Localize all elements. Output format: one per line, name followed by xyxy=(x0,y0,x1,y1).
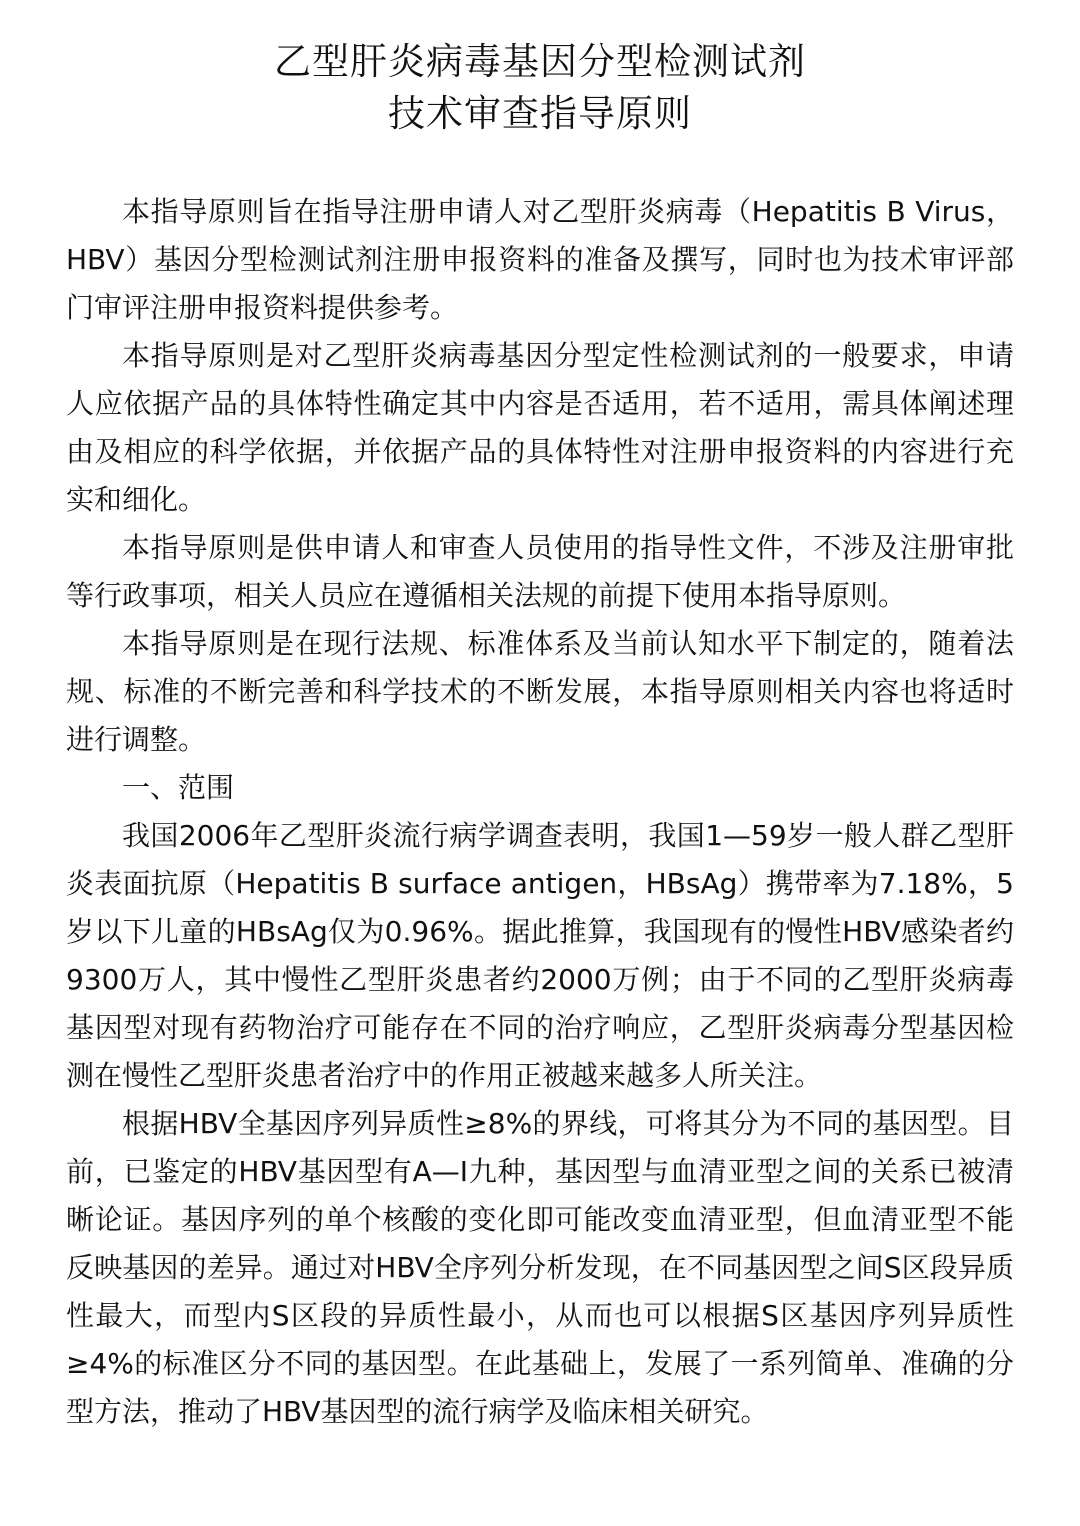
title-line-2: 技术审查指导原则 xyxy=(388,92,692,135)
document-body xyxy=(66,188,1014,1436)
paragraph-purpose: 本指导原则旨在指导注册申请人对乙型肝炎病毒（Hepatitis B Virus，HBV）基因分型检测试剂注册申报资料的准备及撰写，同时也为技术审评部门审评注册申报资料提供参考。 xyxy=(66,195,1014,324)
paragraph-epidemiology: 我国2006年乙型肝炎流行病学调查表明，我国1—59岁一般人群乙型肝炎表面抗原（Hepatitis B surface antigen，HBsAg）携带率为7.18%，5岁以下儿童的HBsAg仅为0.96%。据此推算，我国现有的慢性HBV感染者约9300万人，其中慢性乙型肝炎患者约2000万例；由于不同的乙型肝炎病毒基因型对现有药物治疗可能存在不同的治疗响应，乙型肝炎病毒分型基因检测在慢性乙型肝炎患者治疗中的作用正被越来越多人所关注。 xyxy=(66,819,1014,1092)
paragraph-genotypes: 根据HBV全基因序列异质性≥8%的界线，可将其分为不同的基因型。目前，已鉴定的HBV基因型有A—I九种，基因型与血清亚型之间的关系已被清晰论证。基因序列的单个核酸的变化即可能改变血清亚型，但血清亚型不能反映基因的差异。通过对HBV全序列分析发现，在不同基因型之间S区段异质性最大，而型内S区段的异质性最小，从而也可以根据S区基因序列异质性≥4%的标准区分不同的基因型。在此基础上，发展了一系列简单、准确的分型方法，推动了HBV基因型的流行病学及临床相关研究。 xyxy=(66,1107,1014,1428)
title-line-1: 乙型肝炎病毒基因分型检测试剂 xyxy=(274,40,806,83)
section-heading-scope: 一、范围 xyxy=(122,771,235,804)
document-title xyxy=(66,36,1014,140)
paragraph-adjustment: 本指导原则是在现行法规、标准体系及当前认知水平下制定的，随着法规、标准的不断完善和科学技术的不断发展，本指导原则相关内容也将适时进行调整。 xyxy=(66,627,1014,756)
paragraph-guidance-nature: 本指导原则是供申请人和审查人员使用的指导性文件，不涉及注册审批等行政事项，相关人员应在遵循相关法规的前提下使用本指导原则。 xyxy=(66,531,1014,612)
paragraph-general-requirements: 本指导原则是对乙型肝炎病毒基因分型定性检测试剂的一般要求，申请人应依据产品的具体特性确定其中内容是否适用，若不适用，需具体阐述理由及相应的科学依据，并依据产品的具体特性对注册申报资料的内容进行充实和细化。 xyxy=(66,339,1014,516)
